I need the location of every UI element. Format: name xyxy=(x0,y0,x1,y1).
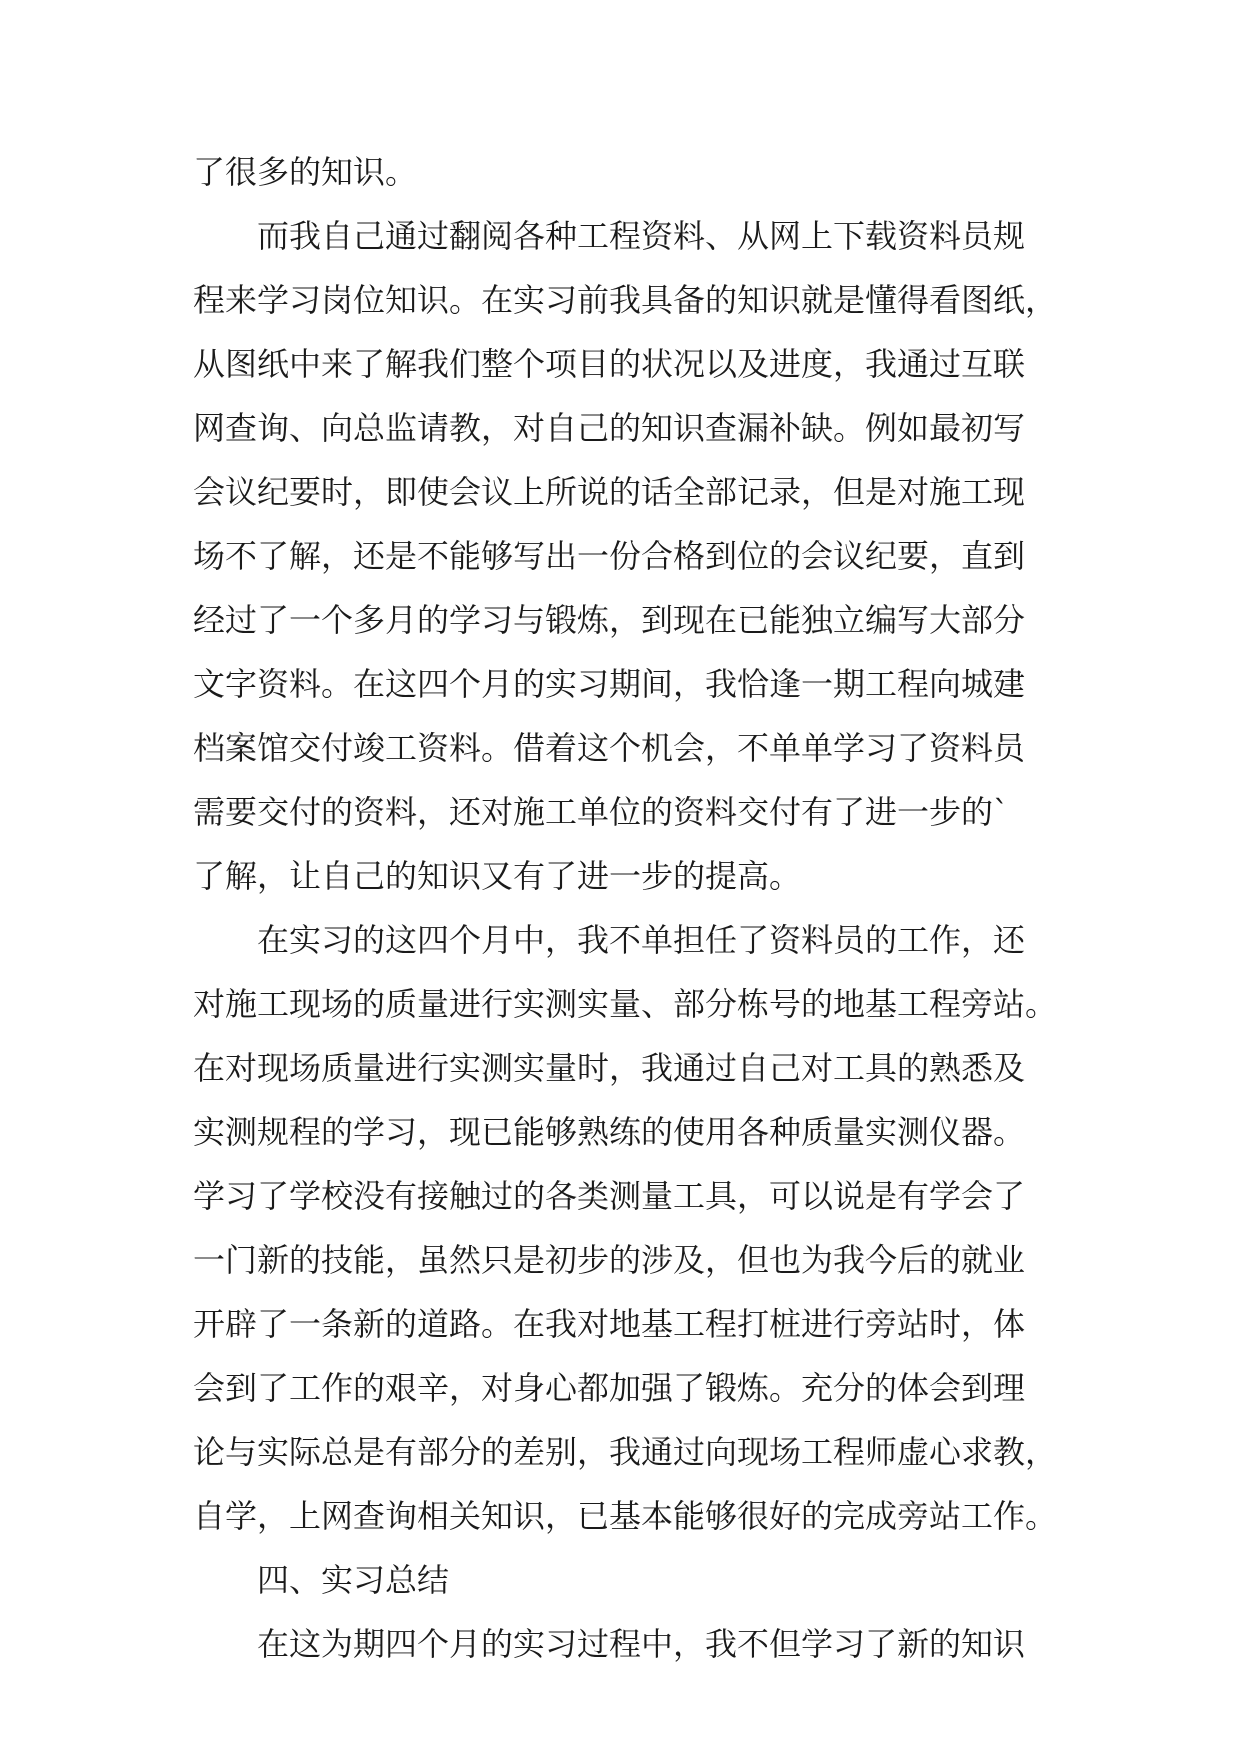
text-line: 了很多的知识。 xyxy=(193,153,418,191)
text-line: 经过了一个多月的学习与锻炼，到现在已能独立编写大部分 xyxy=(193,601,1026,639)
text-line: 实测规程的学习，现已能够熟练的使用各种质量实测仪器。 xyxy=(193,1113,1026,1151)
paragraph-start-line: 而我自己通过翻阅各种工程资料、从网上下载资料员规 xyxy=(257,217,1026,255)
text-line: 了解，让自己的知识又有了进一步的提高。 xyxy=(193,857,802,895)
text-line: 档案馆交付竣工资料。借着这个机会，不单单学习了资料员 xyxy=(193,729,1026,767)
text-line: 会议纪要时，即使会议上所说的话全部记录，但是对施工现 xyxy=(193,473,1026,511)
text-line: 文字资料。在这四个月的实习期间，我恰逢一期工程向城建 xyxy=(193,665,1026,703)
text-line: 在对现场质量进行实测实量时，我通过自己对工具的熟悉及 xyxy=(193,1049,1026,1087)
text-line: 网查询、向总监请教，对自己的知识查漏补缺。例如最初写 xyxy=(193,409,1026,447)
text-line: 程来学习岗位知识。在实习前我具备的知识就是懂得看图纸， xyxy=(193,281,1058,319)
section-heading: 四、实习总结 xyxy=(257,1561,450,1599)
text-line: 从图纸中来了解我们整个项目的状况以及进度，我通过互联 xyxy=(193,345,1026,383)
text-line: 场不了解，还是不能够写出一份合格到位的会议纪要，直到 xyxy=(193,537,1026,575)
text-line: 论与实际总是有部分的差别，我通过向现场工程师虚心求教， xyxy=(193,1433,1058,1471)
text-line: 开辟了一条新的道路。在我对地基工程打桩进行旁站时，体 xyxy=(193,1305,1026,1343)
text-line: 一门新的技能，虽然只是初步的涉及，但也为我今后的就业 xyxy=(193,1241,1026,1279)
text-line: 对施工现场的质量进行实测实量、部分栋号的地基工程旁站。 xyxy=(193,985,1058,1023)
paragraph-start-line: 在这为期四个月的实习过程中，我不但学习了新的知识 xyxy=(257,1625,1026,1663)
paragraph-start-line: 在实习的这四个月中，我不单担任了资料员的工作，还 xyxy=(257,921,1026,959)
text-line: 学习了学校没有接触过的各类测量工具，可以说是有学会了 xyxy=(193,1177,1026,1215)
text-line: 会到了工作的艰辛，对身心都加强了锻炼。充分的体会到理 xyxy=(193,1369,1026,1407)
text-line: 需要交付的资料，还对施工单位的资料交付有了进一步的` xyxy=(193,793,1010,831)
text-line: 自学，上网查询相关知识，已基本能够很好的完成旁站工作。 xyxy=(193,1497,1058,1535)
